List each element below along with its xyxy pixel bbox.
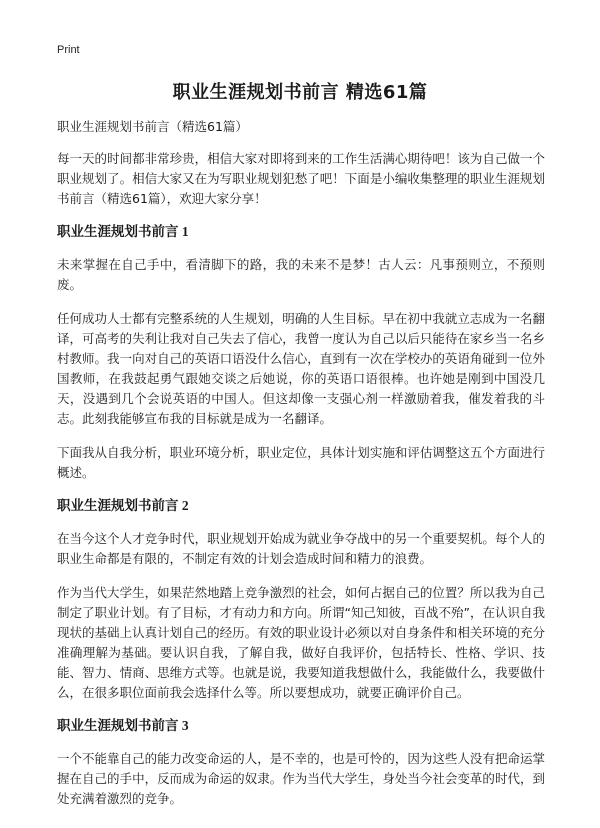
intro-paragraph: 每一天的时间都非常珍贵，相信大家对即将到来的工作生活满心期待吧！该为自己做一个职业规划了。相信大家又在为写职业规划犯愁了吧！下面是小编收集整理的职业生涯规划书前言（精选61篇），欢迎大家分享！ [57,151,545,206]
section-2-paragraph-2: 作为当代大学生，如果茫然地踏上竞争激烈的社会，如何占据自己的位置？所以我为自己制定了职业计划。有了目标，才有动力和方向。所谓“知己知彼，百战不殆”，在认识自我现状的基础上认真计划自己的经历。有效的职业设计必须以对自身条件和相关环境的充分准确理解为基础。要认识自我，了解自我，做好自我评价，包括特长、性格、学识、技能、智力、情商、思维方式等。也就是说，我要知道我想做什么，我能做什么，我要做什么，在很多职位面前我会选择什么等。所以要想成功，就要正确评价自己。 [57,585,545,700]
section-heading-1: 职业生涯规划书前言 1 [57,224,189,239]
section-heading-2: 职业生涯规划书前言 2 [57,498,189,513]
section-heading-3: 职业生涯规划书前言 3 [57,718,189,733]
section-3-paragraph-1: 一个不能靠自己的能力改变命运的人，是不幸的，也是可怜的，因为这些人没有把命运掌握在自己的手中，反而成为命运的奴隶。作为当代大学生，身处当今社会变革的时代，到处充满着激烈的竞争。 [57,751,545,806]
section-1-paragraph-1: 未来掌握在自己手中，看清脚下的路，我的未来不是梦！古人云：凡事预则立，不预则废。 [57,257,545,292]
article-body [57,119,545,823]
section-2-paragraph-1: 在当今这个人才竞争时代，职业规划开始成为就业争夺战中的另一个重要契机。每个人的职业生命都是有限的，不制定有效的计划会造成时间和精力的浪费。 [57,531,545,566]
print-link[interactable]: Print [57,44,80,56]
section-1-paragraph-2: 任何成功人士都有完整系统的人生规划，明确的人生目标。早在初中我就立志成为一名翻译，可高考的失利让我对自己失去了信心，我曾一度认为自己以后只能待在家乡当一名乡村教师。我一向对自己的英语口语没什么信心，直到有一次在学校办的英语角碰到一位外国教师，在我鼓起勇气跟她交谈之后她说，你的英语口语很棒。也许她是刚到中国没几天，没遇到几个会说英语的中国人。但这却像一支强心剂一样激励着我，催发着我的斗志。此刻我能够宣布我的目标就是成为一名翻译。 [57,311,545,426]
page-title: 职业生涯规划书前言 精选61篇 [172,82,428,103]
section-1-paragraph-3: 下面我从自我分析，职业环境分析，职业定位，具体计划实施和评估调整这五个方面进行概述。 [57,445,545,480]
article-subtitle: 职业生涯规划书前言（精选61篇） [57,119,248,134]
